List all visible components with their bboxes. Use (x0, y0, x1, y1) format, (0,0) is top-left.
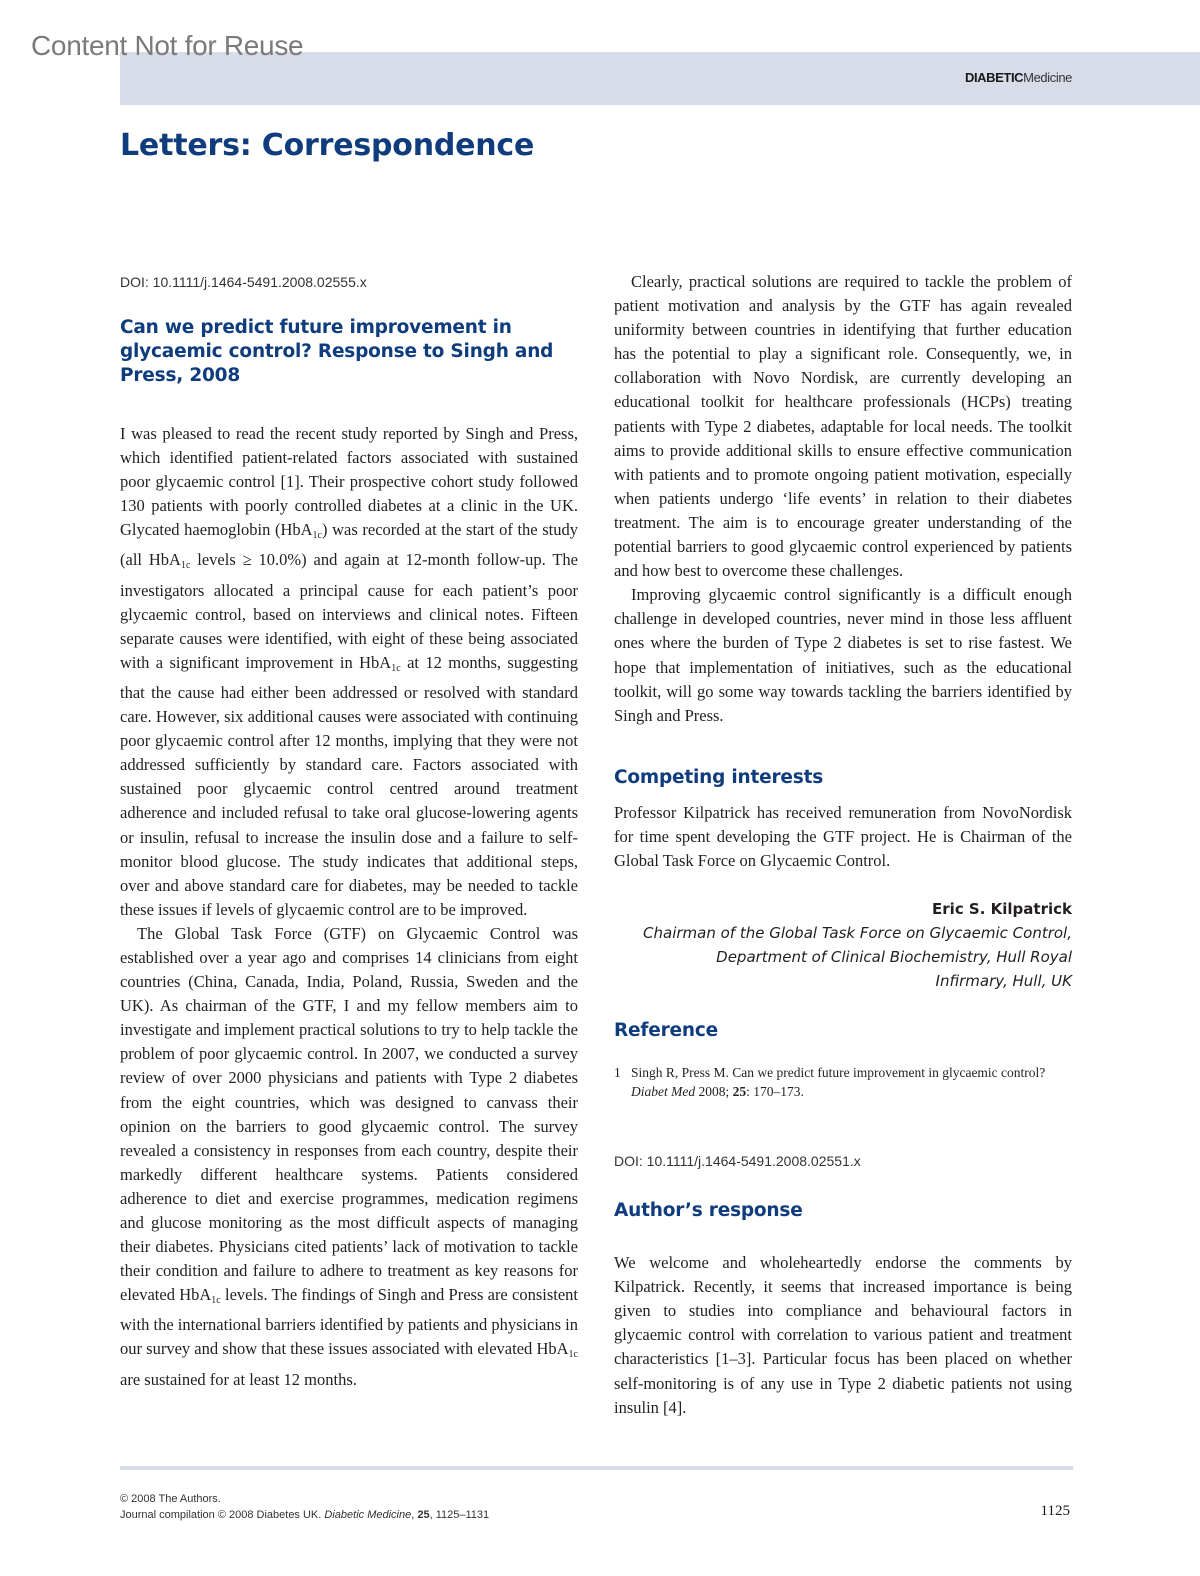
reference-number: 1 (614, 1065, 621, 1081)
page-number: 1125 (1040, 1503, 1070, 1519)
letter-paragraph-4: Improving glycaemic control significantly is a difficult enough challenge in developed countries, never mind in those less affluent ones where the burden of Type 2 diabetes is set to rise fastest. We hope that implementation of initiatives, such as the educational toolkit, will go some way towards tackling the barriers identified by Singh and Press. (614, 585, 1072, 725)
page-title: Letters: Correspondence (120, 128, 535, 163)
watermark: Content Not for Reuse (31, 30, 304, 61)
letter-paragraph-2: The Global Task Force (GTF) on Glycaemic Control was established over a year ago and comprises 14 clinicians from eight countries (China, Canada, India, Poland, Russia, Sweden and the UK). As chairman of the GTF, I and my fellow members aim to investigate and implement practical solutions to try to help tackle the problem of poor glycaemic control. In 2007, we conducted a survey review of over 2000 physicians and patients with Type 2 diabetes from the eight countries, which was designed to canvass their opinion on the barriers to good glycaemic control. The survey revealed a consistency in responses from each country, despite their markedly different healthcare systems. Patients considered adherence to diet and exercise programmes, medication regimens and glucose monitoring as the most difficult aspects of managing their diabetes. Physicians cited patients’ lack of motivation to tackle their condition and failure to adhere to treatment as key reasons for elevated HbA$_{1c}$ levels. The findings of Singh and Press are consistent with the international barriers identified by patients and physicians in our survey and show that these issues associated with elevated HbA$_{1c}$ are sustained for at least 12 months. (120, 923, 578, 1389)
footer-copyright-line-1: © 2008 The Authors. (120, 1493, 221, 1505)
article-title: Can we predict future improvement in glycaemic control? Response to Singh and Press, 2008 (120, 317, 554, 386)
reference-item (614, 1063, 1072, 1101)
competing-interests-heading: Competing interests (614, 766, 824, 788)
right-column (614, 270, 1072, 1420)
footer-copyright (120, 1491, 489, 1523)
author-affiliation-line-3: Infirmary, Hull, UK (935, 972, 1072, 991)
author-response-heading: Author’s response (614, 1200, 803, 1222)
letter-paragraph-3: Clearly, practical solutions are required to tackle the problem of patient motivation and analysis by the GTF has again revealed uniformity between countries in identifying that further education has the potential to play a significant role. Consequently, we, in collaboration with Novo Nordisk, are currently developing an educational toolkit for healthcare professionals (HCPs) treating patients with Type 2 diabetes, adaptable for local needs. The toolkit aims to provide additional skills to ensure effective communication with patients and to promote ongoing patient motivation, especially when patients undergo ‘life events’ in relation to their diabetes treatment. The aim is to encourage greater understanding of the potential barriers to good glycaemic control experienced by patients and how best to overcome these challenges. (614, 272, 1072, 581)
left-column (120, 270, 578, 1392)
author-response-text: We welcome and wholeheartedly endorse the comments by Kilpatrick. Recently, it seems that increased importance is being given to studies into compliance and behavioural factors in glycaemic control with correlation to various patient and treatment characteristics [1–3]. Particular focus has been placed on whether self-monitoring is of any use in Type 2 diabetic patients not using insulin [4]. (614, 1253, 1072, 1417)
journal-logo-bold: DIABETIC (964, 70, 1024, 85)
footer-rule (120, 1466, 1073, 1470)
author-affiliation-line-1: Chairman of the Global Task Force on Glycaemic Control, (643, 924, 1072, 943)
competing-interests-text: Professor Kilpatrick has received remuneration from NovoNordisk for time spent developing the GTF project. He is Chairman of the Global Task Force on Glycaemic Control. (614, 802, 1072, 870)
author-affiliation-line-2: Department of Clinical Biochemistry, Hull Royal (716, 948, 1072, 967)
letter-doi: DOI: 10.1111/j.1464-5491.2008.02555.x (120, 274, 367, 290)
journal-logo (965, 70, 1072, 85)
letter-paragraph-1: I was pleased to read the recent study reported by Singh and Press, which identified patient-related factors associated with sustained poor glycaemic control [1]. Their prospective cohort study followed 130 patients with poorly controlled diabetes at a clinic in the UK. Glycated haemoglobin (HbA$_{1c}$) was recorded at the start of the study (all HbA$_{1c}$ levels ≥ 10.0%) and again at 12-month follow-up. The investigators allocated a principal cause for each patient’s poor glycaemic control, based on interviews and clinical notes. Fifteen separate causes were identified, with eight of these being associated with a significant improvement in HbA$_{1c}$ at 12 months, suggesting that the cause had either been addressed or resolved with standard care. However, six additional causes were associated with continuing poor glycaemic control after 12 months, implying that they were not addressed sufficiently by standard care. Factors associated with sustained poor glycaemic control centred around treatment adherence and included refusal to take oral glucose-lowering agents or insulin, refusal to increase the insulin dose and a failure to self-monitor blood glucose. The study indicates that additional steps, over and above standard care for diabetes, may be needed to tackle these issues if levels of glycaemic control are to be improved. (120, 424, 578, 919)
author-name: Eric S. Kilpatrick (932, 900, 1072, 919)
reference-heading: Reference (614, 1020, 718, 1042)
journal-logo-light: Medicine (1023, 70, 1072, 85)
response-doi: DOI: 10.1111/j.1464-5491.2008.02551.x (614, 1153, 861, 1170)
reference-text: Singh R, Press M. Can we predict future improvement in glycaemic control? Diabet Med 2008; 25: 170–173. (631, 1065, 1046, 1100)
footer-copyright-line-2: Journal compilation © 2008 Diabetes UK. Diabetic Medicine, 25, 1125–1131 (120, 1509, 490, 1521)
